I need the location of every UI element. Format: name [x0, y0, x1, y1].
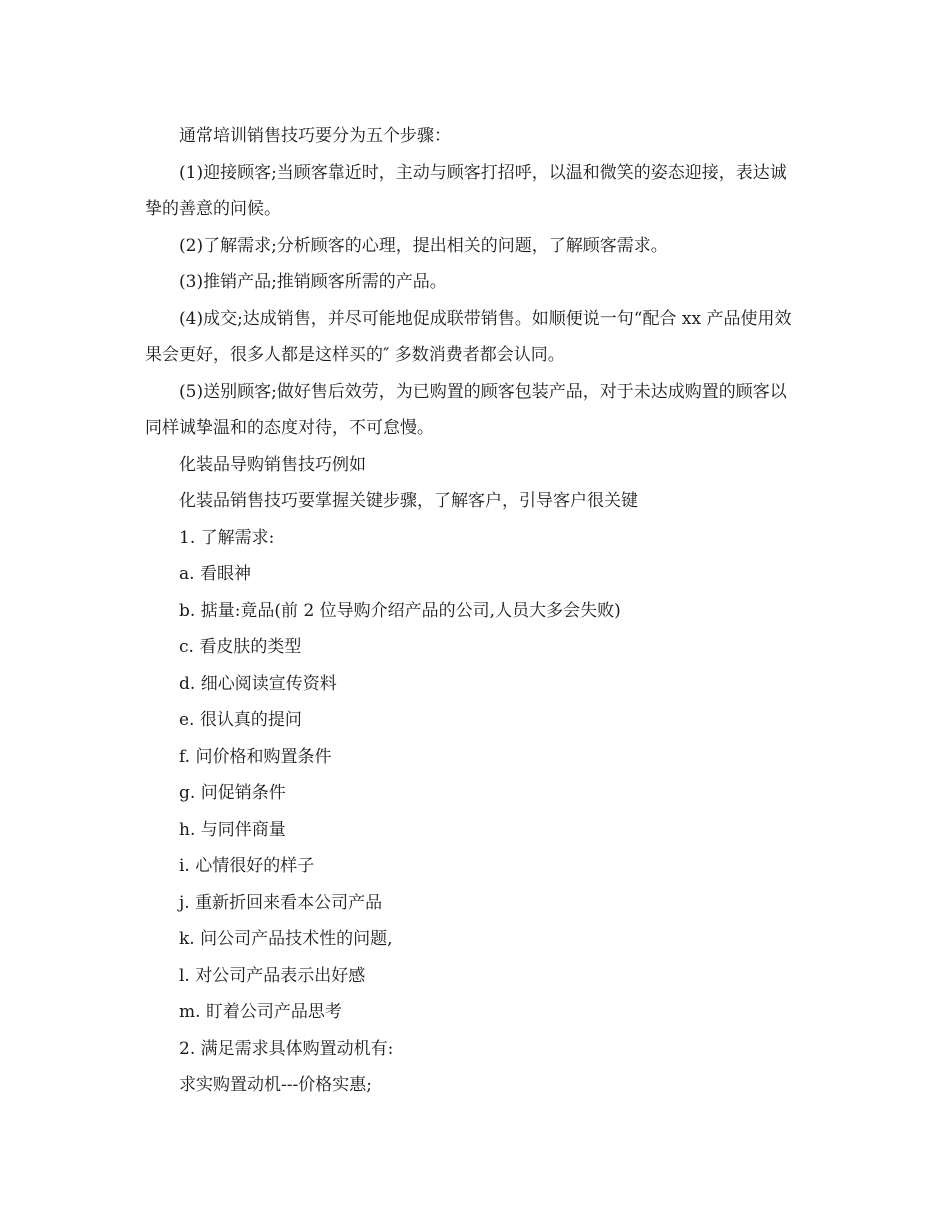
paragraph-practical-motive: 求实购置动机---价格实惠; [179, 1075, 372, 1095]
list-item-a: a. 看眼神 [179, 564, 251, 584]
list-item-k: k. 问公司产品技术性的问题, [179, 929, 393, 949]
paragraph-intro: 通常培训销售技巧要分为五个步骤： [179, 126, 451, 146]
list-item-i: i. 心情很好的样子 [179, 856, 315, 876]
paragraph-step-3: (3)推销产品;推销顾客所需的产品。 [179, 272, 447, 292]
list-item-j: j. 重新折回来看本公司产品 [179, 892, 383, 913]
list-heading-satisfy-needs: 2. 满足需求具体购置动机有: [179, 1038, 394, 1059]
list-item-m: m. 盯着公司产品思考 [179, 1002, 342, 1022]
list-item-l: l. 对公司产品表示出好感 [179, 965, 366, 986]
section-heading-examples: 化装品导购销售技巧例如 [179, 454, 366, 475]
paragraph-step-1: (1)迎接顾客;当顾客靠近时，主动与顾客打招呼，以温和微笑的姿态迎接，表达诚挚的善意的问候。 [145, 162, 787, 219]
paragraph-key-steps: 化装品销售技巧要掌握关键步骤，了解客户，引导客户很关键 [179, 491, 638, 511]
list-item-e: e. 很认真的提问 [179, 710, 302, 730]
paragraph-step-2: (2)了解需求;分析顾客的心理，提出相关的问题，了解顾客需求。 [179, 235, 668, 256]
paragraph-step-5: (5)送别顾客;做好售后效劳，为已购置的顾客包装产品，对于未达成购置的顾客以同样诚挚温和的态度对待，不可怠慢。 [145, 381, 787, 438]
paragraph-step-4: (4)成交;达成销售，并尽可能地促成联带销售。如顺便说一句“配合 xx 产品使用效果会更好，很多人都是这样买的″ 多数消费者都会认同。 [145, 308, 792, 365]
list-item-h: h. 与同伴商量 [179, 819, 286, 840]
list-item-b: b. 掂量:竟品(前 2 位导购介绍产品的公司,人员大多会失败) [179, 600, 621, 621]
list-item-d: d. 细心阅读宣传资料 [179, 673, 337, 694]
list-heading-understand-needs: 1. 了解需求: [179, 527, 275, 548]
list-item-c: c. 看皮肤的类型 [179, 637, 302, 657]
list-item-g: g. 问促销条件 [179, 783, 286, 803]
list-item-f: f. 问价格和购置条件 [179, 746, 332, 767]
